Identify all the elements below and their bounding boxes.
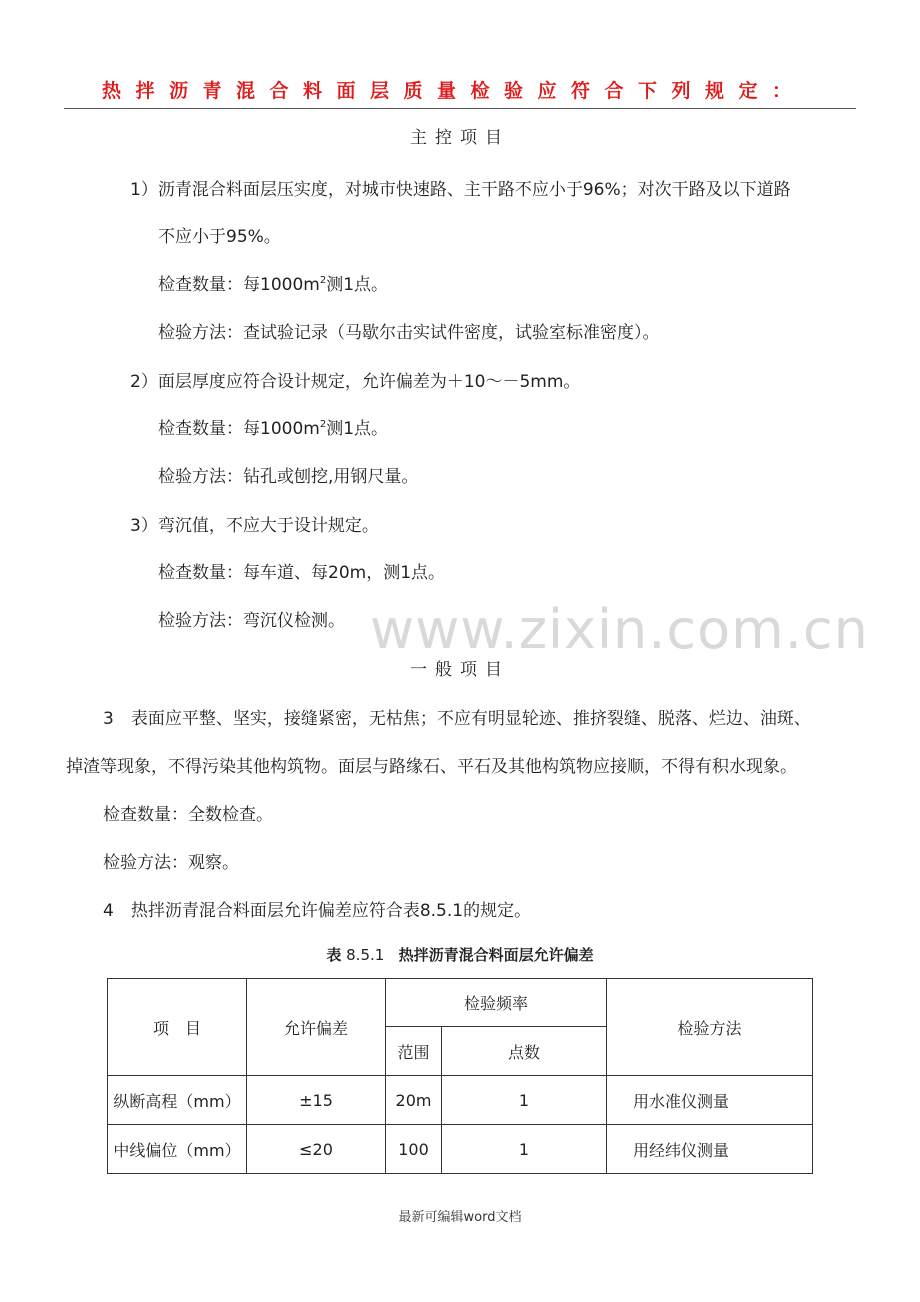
header-item: 项 目 bbox=[108, 979, 247, 1076]
cell-range: 20m bbox=[386, 1076, 442, 1125]
section-title-main: 主控项目 bbox=[410, 128, 510, 148]
tolerance-table bbox=[107, 978, 813, 1174]
item-3-quantity: 检查数量：每车道、每20m，测1点。 bbox=[158, 563, 446, 583]
cell-item: 中线偏位（mm） bbox=[108, 1125, 247, 1174]
header-tolerance: 允许偏差 bbox=[247, 979, 386, 1076]
section-title-general: 一般项目 bbox=[410, 660, 510, 680]
table-caption-prefix: 表 bbox=[326, 946, 342, 964]
item-1-quantity: 检查数量：每$1000m^2$测1点。 bbox=[158, 275, 389, 295]
cell-tolerance: ≤20 bbox=[247, 1125, 386, 1174]
general-item-3-quantity: 检查数量：全数检查。 bbox=[103, 805, 273, 825]
header-points: 点数 bbox=[442, 1027, 607, 1076]
item-3-text: 3）弯沉值，不应大于设计规定。 bbox=[130, 516, 379, 536]
cell-points: 1 bbox=[442, 1125, 607, 1174]
cell-range: 100 bbox=[386, 1125, 442, 1174]
cell-tolerance: ±15 bbox=[247, 1076, 386, 1125]
table-caption-title: 热拌沥青混合料面层允许偏差 bbox=[398, 946, 594, 964]
item-2-method: 检验方法：钻孔或刨挖,用钢尺量。 bbox=[158, 467, 419, 487]
general-item-3-method: 检验方法：观察。 bbox=[103, 853, 239, 873]
item-1-text-cont: 不应小于95%。 bbox=[158, 227, 281, 247]
page-footer: 最新可编辑word文档 bbox=[398, 1210, 522, 1225]
cell-points: 1 bbox=[442, 1076, 607, 1125]
general-item-3-text: 3 表面应平整、坚实，接缝紧密，无枯焦；不应有明显轮迹、推挤裂缝、脱落、烂边、油斑、 bbox=[103, 709, 811, 729]
header-method: 检验方法 bbox=[607, 979, 813, 1076]
document-header bbox=[64, 72, 856, 109]
item-2-quantity: 检查数量：每$1000m^2$测1点。 bbox=[158, 419, 389, 439]
cell-item: 纵断高程（mm） bbox=[108, 1076, 247, 1125]
item-2-text: 2）面层厚度应符合设计规定，允许偏差为＋10～－5mm。 bbox=[130, 372, 581, 392]
cell-method: 用经纬仪测量 bbox=[607, 1125, 813, 1174]
watermark: www.zixin.com.cn bbox=[370, 598, 869, 661]
item-1-text: 1）沥青混合料面层压实度，对城市快速路、主干路不应小于96%；对次干路及以下道路 bbox=[130, 180, 791, 200]
table-row bbox=[108, 1076, 813, 1125]
header-title: 热拌沥青混合料面层质量检验应符合下列规定： bbox=[102, 80, 806, 102]
table-caption bbox=[0, 944, 920, 965]
header-range: 范围 bbox=[386, 1027, 442, 1076]
table-row bbox=[108, 1125, 813, 1174]
table-caption-number: 8.5.1 bbox=[346, 946, 385, 964]
cell-method: 用水准仪测量 bbox=[607, 1076, 813, 1125]
header-frequency: 检验频率 bbox=[386, 979, 607, 1027]
general-item-4-text: 4 热拌沥青混合料面层允许偏差应符合表8.5.1的规定。 bbox=[103, 901, 532, 921]
general-item-3-text-cont: 掉渣等现象，不得污染其他构筑物。面层与路缘石、平石及其他构筑物应接顺，不得有积水现象。 bbox=[66, 757, 797, 777]
item-1-method: 检验方法：查试验记录（马歇尔击实试件密度，试验室标准密度）。 bbox=[158, 323, 660, 343]
item-3-method: 检验方法：弯沉仪检测。 bbox=[158, 611, 345, 631]
